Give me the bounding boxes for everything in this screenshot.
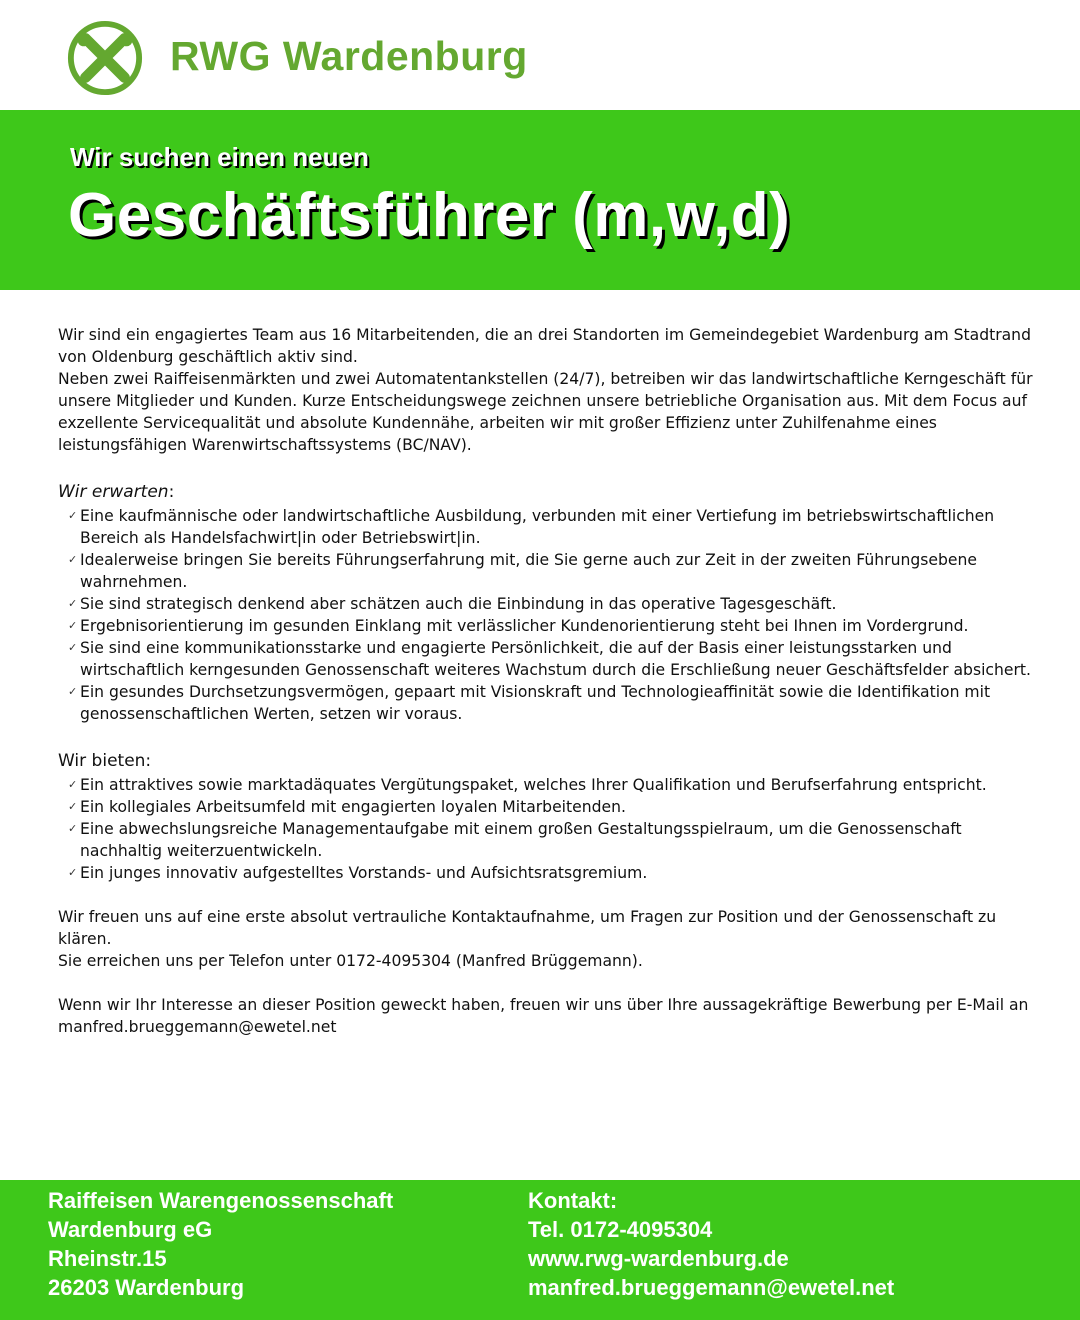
check-icon: ✓ <box>68 641 78 654</box>
header <box>0 0 1080 110</box>
company-name-line2: Wardenburg eG <box>48 1217 213 1242</box>
contact-email[interactable]: manfred.brueggemann@ewetel.net <box>528 1275 895 1300</box>
list-item: ✓ Idealerweise bringen Sie bereits Führungserfahrung mit, die Sie gerne auch zur Zeit in der zweiten Führungsebene wahrnehmen. <box>68 551 977 591</box>
contact-website[interactable]: www.rwg-wardenburg.de <box>528 1246 789 1271</box>
check-icon: ✓ <box>68 619 78 632</box>
closing-phone: Sie erreichen uns per Telefon unter 0172-4095304 (Manfred Brüggemann). <box>58 952 643 970</box>
check-icon: ✓ <box>68 597 78 610</box>
closing-paragraph: Wir freuen uns auf eine erste absolut vertrauliche Kontaktaufnahme, um Fragen zur Position und der Genossenschaft zu klären. <box>58 908 997 948</box>
banner-subtitle: Wir suchen einen neuen <box>70 142 369 172</box>
list-item: ✓ Sie sind eine kommunikationsstarke und engagierte Persönlichkeit, die auf der Basis einer leistungsstarken und wirtschaftlich kerngesunden Genossenschaft weiteres Wachstum durch die Erschließung neuer Geschäftsfelder absichert. <box>68 639 1031 679</box>
check-icon: ✓ <box>68 685 78 698</box>
list-item: ✓ Eine abwechslungsreiche Managementaufgabe mit einem großen Gestaltungsspielraum, um die Genossenschaft nachhaltig weiterzuentwickeln. <box>68 820 962 860</box>
intro-paragraph: Wir sind ein engagiertes Team aus 16 Mitarbeitenden, die an drei Standorten im Gemeindegebiet Wardenburg am Stadtrand von Oldenburg geschäftlich aktiv sind. <box>58 326 1031 366</box>
list-item: ✓ Ein kollegiales Arbeitsumfeld mit engagierten loyalen Mitarbeitenden. <box>68 798 626 816</box>
list-item: ✓ Ein junges innovativ aufgestelltes Vorstands- und Aufsichtsratsgremium. <box>68 864 648 882</box>
job-description <box>58 324 1048 1038</box>
list-item: ✓ Eine kaufmännische oder landwirtschaftliche Ausbildung, verbunden mit einer Vertiefung im betriebswirtschaftlichen Bereich als Handelsfachwirt|in oder Betriebswirt|in. <box>68 507 995 547</box>
list-item: ✓ Ein gesundes Durchsetzungsvermögen, gepaart mit Visionskraft und Technologieaffinität sowie die Identifikation mit genossenschaftlichen Werten, setzen wir voraus. <box>68 683 991 723</box>
contact-label: Kontakt: <box>528 1188 618 1213</box>
closing-application: Wenn wir Ihr Interesse an dieser Position geweckt haben, freuen wir uns über Ihre aussagekräftige Bewerbung per E-Mail an manfred.brueggemann@ewetel.net <box>58 996 1029 1036</box>
expect-heading: Wir erwarten: <box>58 482 175 502</box>
job-title: Geschäftsführer (m,w,d) <box>68 181 791 250</box>
city: 26203 Wardenburg <box>48 1275 245 1300</box>
footer-address <box>48 1186 393 1302</box>
street: Rheinstr.15 <box>48 1246 167 1271</box>
check-icon: ✓ <box>68 553 78 566</box>
check-icon: ✓ <box>68 822 78 835</box>
raiffeisen-logo-icon <box>66 19 144 97</box>
expect-list <box>58 505 1048 725</box>
list-item: ✓ Ein attraktives sowie marktadäquates Vergütungspaket, welches Ihrer Qualifikation und Berufserfahrung entspricht. <box>68 776 987 794</box>
list-item: ✓ Ergebnisorientierung im gesunden Einklang mit verlässlicher Kundenorientierung steht bei Ihnen im Vordergrund. <box>68 617 969 635</box>
footer-contact <box>528 1186 894 1302</box>
offer-list <box>58 774 1048 884</box>
check-icon: ✓ <box>68 800 78 813</box>
company-name: Raiffeisen Warengenossenschaft <box>48 1188 394 1213</box>
contact-phone[interactable]: Tel. 0172-4095304 <box>528 1217 713 1242</box>
list-item: ✓ Sie sind strategisch denkend aber schätzen auch die Einbindung in das operative Tagesgeschäft. <box>68 595 837 613</box>
check-icon: ✓ <box>68 778 78 791</box>
check-icon: ✓ <box>68 509 78 522</box>
offer-heading: Wir bieten: <box>58 751 152 771</box>
check-icon: ✓ <box>68 866 78 879</box>
intro-paragraph: Neben zwei Raiffeisenmärkten und zwei Automatentankstellen (24/7), betreiben wir das landwirtschaftliche Kerngeschäft für unsere Mitglieder und Kunden. Kurze Entscheidungswege zeichnen unsere betriebliche Organisation aus. Mit dem Focus auf exzellente Servicequalität und absolute Kundennähe, arbeiten wir mit großer Effizienz unter Zuhilfenahme eines leistungsfähigen Warenwirtschaftssystems (BC/NAV). <box>58 370 1033 454</box>
brand-name: RWG Wardenburg <box>170 33 528 79</box>
